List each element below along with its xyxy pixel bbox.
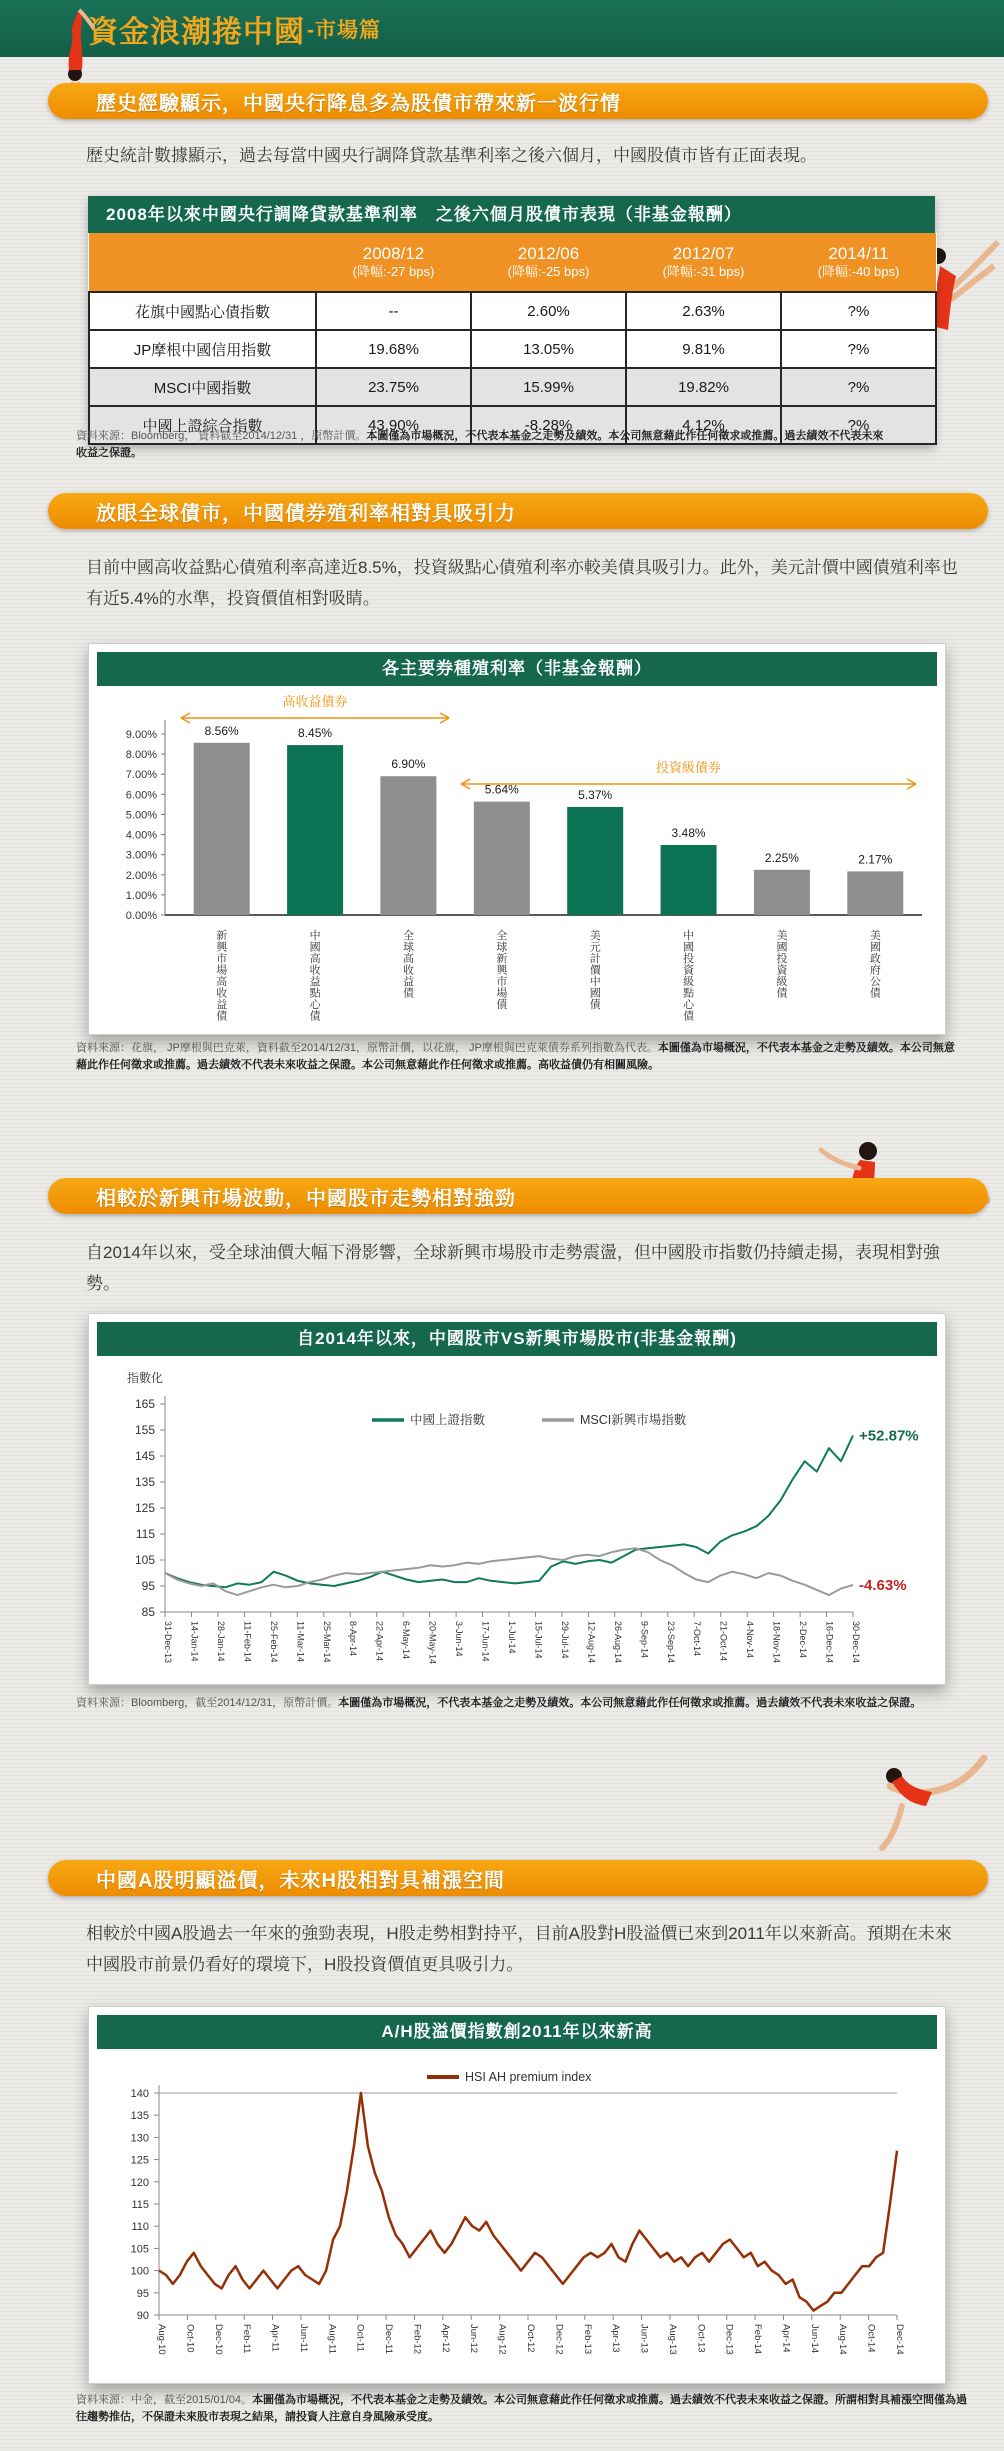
svg-text:元: 元 (589, 941, 601, 954)
svg-text:16-Dec-14: 16-Dec-14 (824, 1621, 835, 1664)
svg-text:Oct-12: Oct-12 (525, 2324, 536, 2353)
page-header (0, 0, 1004, 57)
table-col-header: 2012/07 (降幅:-31 bps) (626, 233, 781, 292)
svg-text:29-Jul-14: 29-Jul-14 (559, 1621, 570, 1659)
table-row: MSCI中國指數 23.75% 15.99% 19.82% ?% (89, 368, 936, 406)
svg-text:級: 級 (776, 976, 788, 988)
svg-text:債: 債 (402, 987, 414, 1000)
svg-text:28-Jan-14: 28-Jan-14 (215, 1621, 226, 1662)
ah-premium-chart-card (88, 2006, 946, 2384)
section3-paragraph: 自2014年以來，受全球油價大幅下滑影響，全球新興市場股市走勢震盪，但中國股市指數仍持續走揚，表現相對強勢。 (86, 1243, 940, 1293)
svg-text:31-Dec-13: 31-Dec-13 (163, 1621, 173, 1664)
svg-text:新: 新 (496, 953, 508, 965)
svg-text:興: 興 (496, 964, 508, 977)
svg-text:Feb-11: Feb-11 (241, 2324, 253, 2354)
svg-text:12-Aug-14: 12-Aug-14 (586, 1621, 597, 1664)
svg-text:美: 美 (589, 930, 601, 942)
svg-text:心: 心 (683, 999, 695, 1011)
svg-text:Aug-12: Aug-12 (496, 2324, 508, 2355)
svg-text:2-Dec-14: 2-Dec-14 (798, 1621, 809, 1659)
svg-text:價: 價 (589, 964, 601, 977)
source-note-3: 資料來源：Bloomberg，截至2014/12/31，原幣計價。本圖僅為市場概況，不代表本基金之走勢及績效。本公司無意藉此作任何徵求或推薦。過去績效不代表未來收益之保證。 (76, 1697, 922, 1709)
svg-text:投: 投 (776, 953, 788, 965)
source-note-1: 資料來源：Bloomberg， 資料截至2014/12/31 ，原幣計價。本圖僅為市場概況，不代表本基金之走勢及績效。本公司無意藉此作任何徵求或推薦。過去績效不代表未來收益之保證。 (76, 430, 884, 459)
svg-text:點: 點 (683, 987, 695, 1000)
svg-text:100: 100 (130, 2265, 149, 2278)
svg-text:5.00%: 5.00% (125, 809, 157, 822)
table-row: JP摩根中國信用指數 19.68% 13.05% 9.81% ?% (89, 330, 936, 368)
svg-text:收: 收 (309, 964, 321, 977)
svg-text:7-Oct-14: 7-Oct-14 (692, 1621, 703, 1657)
section4-banner-label: 中國A股明顯溢價，未來H股相對具補漲空間 (96, 1869, 505, 1892)
svg-text:120: 120 (130, 2176, 149, 2189)
section4-banner (48, 1860, 988, 1896)
svg-text:17-Jun-14: 17-Jun-14 (480, 1621, 491, 1662)
svg-text:美: 美 (869, 930, 881, 942)
svg-text:Oct-10: Oct-10 (184, 2324, 196, 2353)
svg-text:Feb-14: Feb-14 (752, 2324, 764, 2355)
svg-text:15-Jul-14: 15-Jul-14 (533, 1621, 544, 1659)
svg-text:18-Nov-14: 18-Nov-14 (771, 1621, 782, 1664)
svg-text:5.64%: 5.64% (484, 782, 519, 797)
svg-text:資: 資 (683, 964, 695, 977)
svg-text:中: 中 (589, 976, 601, 988)
svg-text:益: 益 (402, 976, 414, 988)
svg-text:場: 場 (496, 987, 508, 1000)
svg-text:8-Apr-14: 8-Apr-14 (348, 1621, 359, 1657)
svg-text:8.56%: 8.56% (204, 723, 239, 738)
svg-text:Apr-14: Apr-14 (780, 2324, 792, 2353)
section1-paragraph: 歷史統計數據顯示，過去每當中國央行調降貸款基準利率之後六個月，中國股債市皆有正面表現。 (86, 146, 817, 165)
svg-text:8.00%: 8.00% (125, 749, 157, 762)
source-note-2: 資料來源：花旗， JP摩根與巴克萊，資料截至2014/12/31，原幣計價，以花旗， JP摩根與巴克萊債券系列指數為代表。本圖僅為市場概況，不代表本基金之走勢及績效。本公司無意藉此作任何徵求或推薦。過去績效不代表未來收益之保證。本公司無意藉此作任何徵求或推薦。高收益債仍有相關風險。 (76, 1042, 955, 1071)
svg-text:Aug-10: Aug-10 (156, 2324, 167, 2355)
rate-cut-performance-table (88, 196, 935, 445)
svg-text:155: 155 (134, 1423, 155, 1437)
svg-text:Apr-11: Apr-11 (269, 2324, 281, 2352)
svg-text:國: 國 (309, 941, 321, 954)
svg-text:美: 美 (776, 930, 788, 942)
table-row: 花旗中國點心債指數 -- 2.60% 2.63% ?% (89, 292, 936, 330)
svg-text:90: 90 (136, 2310, 149, 2322)
svg-text:Aug-13: Aug-13 (666, 2324, 678, 2355)
svg-text:HSI AH premium index: HSI AH premium index (465, 2070, 592, 2084)
svg-text:23-Sep-14: 23-Sep-14 (665, 1621, 676, 1664)
svg-text:Dec-14: Dec-14 (894, 2324, 905, 2355)
svg-text:105: 105 (130, 2243, 149, 2256)
svg-text:公: 公 (869, 976, 881, 988)
data-table (88, 233, 937, 445)
svg-text:Feb-13: Feb-13 (581, 2324, 593, 2355)
page-title: 資金浪潮捲中國 (88, 15, 305, 49)
svg-text:9.00%: 9.00% (125, 729, 157, 741)
svg-text:105: 105 (134, 1553, 155, 1567)
svg-text:Dec-12: Dec-12 (553, 2324, 565, 2355)
svg-text:債: 債 (496, 999, 508, 1011)
svg-text:115: 115 (135, 1527, 155, 1541)
svg-text:級: 級 (683, 976, 695, 988)
svg-text:收: 收 (216, 987, 228, 1000)
svg-text:高: 高 (216, 976, 228, 988)
bar-chart-title: 各主要券種殖利率（非基金報酬） (97, 652, 937, 686)
svg-text:145: 145 (134, 1449, 155, 1463)
svg-text:投: 投 (683, 953, 695, 965)
section3-banner-label: 相較於新興市場波動，中國股市走勢相對強勁 (96, 1187, 516, 1210)
svg-text:Jun-12: Jun-12 (468, 2324, 480, 2354)
gymnast-backbend-illustration (860, 1746, 1000, 1862)
yield-bar-chart-card (88, 643, 946, 1035)
svg-text:3.00%: 3.00% (125, 849, 157, 862)
svg-text:135: 135 (134, 1475, 155, 1489)
svg-text:Jun-13: Jun-13 (638, 2324, 650, 2354)
svg-text:-4.63%: -4.63% (859, 1577, 907, 1594)
svg-text:高: 高 (309, 953, 321, 965)
svg-text:市: 市 (216, 953, 228, 965)
page-subtitle: -市場篇 (307, 18, 381, 42)
svg-text:計: 計 (589, 953, 601, 965)
svg-text:債: 債 (589, 999, 601, 1011)
svg-text:高: 高 (402, 953, 414, 965)
svg-text:Aug-14: Aug-14 (837, 2324, 849, 2355)
svg-text:Oct-13: Oct-13 (695, 2324, 707, 2353)
svg-text:115: 115 (131, 2199, 149, 2211)
svg-text:4-Nov-14: 4-Nov-14 (745, 1621, 756, 1659)
section1-banner-label: 歷史經驗顯示，中國央行降息多為股債市帶來新一波行情 (96, 92, 621, 115)
table-title: 2008年以來中國央行調降貸款基準利率 之後六個月股債市表現（非基金報酬） (88, 196, 935, 233)
svg-text:市: 市 (496, 976, 508, 988)
svg-text:6-May-14: 6-May-14 (401, 1621, 412, 1660)
svg-text:85: 85 (141, 1605, 155, 1619)
svg-text:140: 140 (130, 2088, 149, 2100)
svg-text:投資級債券: 投資級債券 (656, 760, 722, 775)
svg-text:6.00%: 6.00% (125, 789, 157, 802)
svg-text:110: 110 (131, 2221, 149, 2234)
table-row: 中國上證綜合指數 43.90% -8.28% 4.12% ?% (89, 406, 936, 444)
svg-text:5.37%: 5.37% (578, 788, 613, 802)
svg-text:Aug-11: Aug-11 (326, 2324, 338, 2354)
svg-text:Oct-14: Oct-14 (865, 2324, 877, 2353)
svg-text:中: 中 (683, 930, 695, 942)
equity-line-chart (97, 1360, 939, 1690)
svg-text:26-Aug-14: 26-Aug-14 (612, 1621, 623, 1664)
svg-text:Dec-13: Dec-13 (723, 2324, 735, 2355)
svg-text:95: 95 (141, 1579, 155, 1593)
svg-text:30-Dec-14: 30-Dec-14 (851, 1621, 861, 1664)
svg-text:債: 債 (683, 1010, 695, 1023)
svg-text:11-Mar-14: 11-Mar-14 (295, 1621, 306, 1662)
svg-text:益: 益 (216, 999, 228, 1011)
svg-text:政: 政 (869, 953, 881, 965)
svg-text:7.00%: 7.00% (125, 769, 157, 782)
svg-text:3.48%: 3.48% (671, 826, 706, 840)
svg-text:25-Mar-14: 25-Mar-14 (321, 1621, 332, 1663)
svg-text:益: 益 (309, 976, 321, 988)
svg-text:135: 135 (130, 2110, 149, 2123)
svg-text:1-Jul-14: 1-Jul-14 (507, 1621, 517, 1654)
svg-text:收: 收 (402, 964, 414, 977)
svg-text:債: 債 (869, 987, 881, 1000)
svg-text:球: 球 (496, 941, 508, 954)
svg-text:資: 資 (776, 964, 788, 977)
section1-banner (48, 83, 988, 119)
svg-text:債: 債 (216, 1010, 228, 1023)
table-col-header: 2014/11 (降幅:-40 bps) (781, 233, 936, 292)
svg-text:國: 國 (776, 941, 788, 954)
svg-text:MSCI新興市場指數: MSCI新興市場指數 (580, 1413, 687, 1427)
svg-text:14-Jan-14: 14-Jan-14 (189, 1621, 200, 1662)
svg-text:+52.87%: +52.87% (859, 1427, 919, 1445)
svg-text:95: 95 (136, 2287, 149, 2300)
svg-text:21-Oct-14: 21-Oct-14 (718, 1621, 729, 1662)
svg-text:4.00%: 4.00% (125, 829, 157, 842)
svg-text:新: 新 (216, 930, 228, 942)
svg-text:點: 點 (309, 987, 321, 1000)
svg-text:2.17%: 2.17% (858, 852, 893, 867)
section4-paragraph: 相較於中國A股過去一年來的強勁表現，H股走勢相對持平，目前A股對H股溢價已來到2011年以來新高。預期在未來中國股市前景仍看好的環境下，H股投資價值更具吸引力。 (86, 1924, 952, 1974)
svg-text:中國上證指數: 中國上證指數 (410, 1413, 486, 1427)
table-header-row (89, 233, 936, 292)
svg-text:國: 國 (683, 941, 695, 954)
svg-text:0.00%: 0.00% (125, 910, 157, 922)
svg-text:Jun-14: Jun-14 (808, 2324, 820, 2354)
svg-text:球: 球 (402, 941, 414, 954)
ah-chart-title: A/H股溢價指數創2011年以來新高 (97, 2015, 937, 2049)
svg-text:心: 心 (309, 999, 321, 1011)
source-note-4: 資料來源：中金，截至2015/01/04。本圖僅為市場概況，不代表本基金之走勢及績效。本公司無意藉此作任何徵求或推薦。過去績效不代表未來收益之保證。所謂相對具補漲空間僅為過往趨勢推估，不保證未來股市表現之結果，請投資人注意自身風險承受度。 (76, 2394, 968, 2423)
table-corner-cell (89, 233, 316, 292)
svg-text:Oct-11: Oct-11 (354, 2324, 366, 2352)
svg-text:165: 165 (134, 1397, 155, 1411)
svg-text:3-Jun-14: 3-Jun-14 (454, 1621, 465, 1657)
svg-text:1.00%: 1.00% (125, 889, 157, 902)
section3-banner (48, 1178, 988, 1214)
section2-banner-label: 放眼全球債市，中國債券殖利率相對具吸引力 (96, 502, 516, 525)
svg-text:Jun-11: Jun-11 (297, 2324, 309, 2353)
svg-text:2.00%: 2.00% (125, 869, 157, 882)
equity-line-chart-card (88, 1313, 946, 1685)
section2-paragraph: 目前中國高收益點心債殖利率高達近8.5%，投資級點心債殖利率亦較美債具吸引力。此外，美元計價中國債殖利率也有近5.4%的水準，投資價值相對吸睛。 (86, 558, 958, 608)
svg-text:全: 全 (496, 930, 508, 942)
svg-text:130: 130 (130, 2132, 149, 2145)
svg-text:場: 場 (216, 964, 228, 977)
svg-text:22-Apr-14: 22-Apr-14 (374, 1621, 385, 1662)
svg-text:興: 興 (216, 941, 228, 954)
svg-text:府: 府 (869, 964, 881, 977)
svg-text:Apr-12: Apr-12 (439, 2324, 451, 2353)
svg-text:指數化: 指數化 (127, 1371, 164, 1385)
svg-text:國: 國 (869, 941, 881, 954)
svg-text:全: 全 (402, 930, 414, 942)
svg-text:20-May-14: 20-May-14 (427, 1621, 438, 1665)
svg-text:25-Feb-14: 25-Feb-14 (268, 1621, 279, 1663)
table-col-header: 2012/06 (降幅:-25 bps) (471, 233, 626, 292)
svg-text:8.45%: 8.45% (298, 726, 333, 741)
svg-text:高收益債券: 高收益債券 (282, 694, 348, 709)
svg-text:125: 125 (134, 1501, 155, 1515)
svg-text:9-Sep-14: 9-Sep-14 (639, 1621, 650, 1659)
ah-premium-line-chart (97, 2053, 939, 2389)
line-chart-title: 自2014年以來，中國股市VS新興市場股市(非基金報酬) (97, 1322, 937, 1356)
svg-text:國: 國 (589, 987, 601, 1000)
svg-text:Apr-13: Apr-13 (610, 2324, 622, 2353)
svg-text:6.90%: 6.90% (391, 757, 426, 772)
svg-text:債: 債 (309, 1010, 321, 1023)
svg-text:2.25%: 2.25% (764, 850, 799, 865)
section2-banner (48, 493, 988, 529)
yield-bar-chart (97, 690, 939, 1030)
svg-text:債: 債 (776, 987, 788, 1000)
svg-text:中: 中 (309, 930, 321, 942)
svg-text:125: 125 (130, 2154, 149, 2167)
table-col-header: 2008/12 (降幅:-27 bps) (316, 233, 471, 292)
svg-text:Feb-12: Feb-12 (411, 2324, 423, 2355)
svg-text:11-Feb-14: 11-Feb-14 (242, 1621, 253, 1662)
svg-text:Dec-11: Dec-11 (383, 2324, 395, 2354)
svg-text:Dec-10: Dec-10 (212, 2324, 224, 2355)
